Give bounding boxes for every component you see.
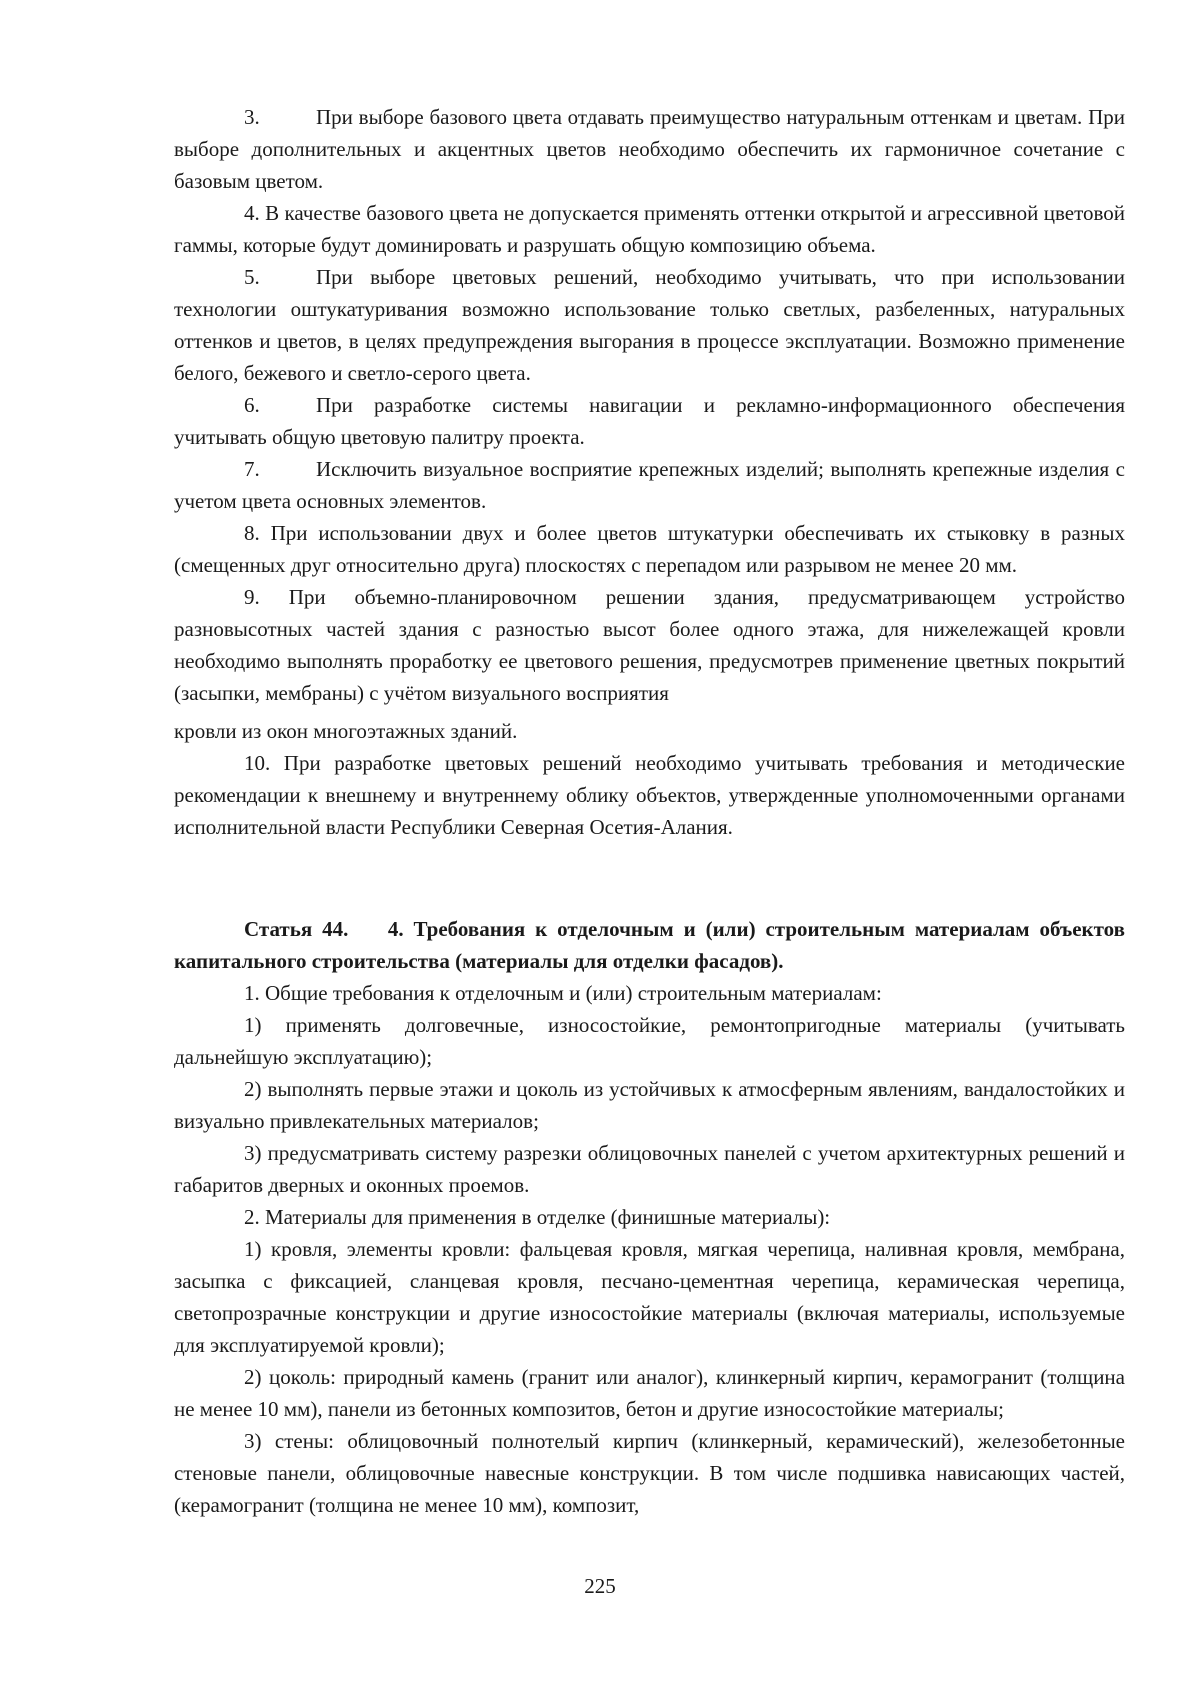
materials-general-item-2: 2) выполнять первые этажи и цоколь из устойчивых к атмосферным явлениям, вандалостойких и визуально привлекательных материалов; [174,1077,1125,1133]
document-page [174,101,1131,1521]
section-gap [174,843,1125,913]
materials-general-title: 1. Общие требования к отделочным и (или) строительным материалам: [244,981,882,1005]
paragraph-9 [174,581,1125,747]
paragraph-text: При выборе базового цвета отдавать преимущество натуральным оттенкам и цветам. При выборе дополнительных и акцентных цветов необходимо обеспечить их гармоничное сочетание с базовым цветом. [174,105,1125,193]
paragraph-3 [174,101,1125,197]
paragraph-text: 9. При объемно-планировочном решении здания, предусматривающем устройство разновысотных частей здания с разностью высот более одного этажа, для нижележащей кровли необходимо выполнять проработку ее цветового решения, предусмотрев применение цветных покрытий (засыпки, мембраны) с учётом визуального восприятия [174,585,1125,705]
materials-general-item-3: 3) предусматривать систему разрезки облицовочных панелей с учетом архитектурных решений и габаритов дверных и оконных проемов. [174,1141,1125,1197]
paragraph-5 [174,261,1125,389]
materials-finish-item-1: 1) кровля, элементы кровли: фальцевая кровля, мягкая черепица, наливная кровля, мембрана, засыпка с фиксацией, сланцевая кровля, песчано-цементная черепица, керамическая черепица, светопрозрачные конструкции и другие износостойкие материалы (включая материалы, используемые для эксплуатируемой кровли); [174,1237,1125,1357]
paragraph-4: 4. В качестве базового цвета не допускается применять оттенки открытой и агрессивной цветовой гаммы, которые будут доминировать и разрушать общую композицию объема. [174,201,1125,257]
paragraph-text: При разработке системы навигации и рекламно-информационного обеспечения учитывать общую цветовую палитру проекта. [174,393,1125,449]
materials-general-item-1: 1) применять долговечные, износостойкие, ремонтопригодные материалы (учитывать дальнейшую эксплуатацию); [174,1013,1125,1069]
paragraph-6 [174,389,1125,453]
materials-finish-item-2: 2) цоколь: природный камень (гранит или аналог), клинкерный кирпич, керамогранит (толщина не менее 10 мм), панели из бетонных композитов, бетон и другие износостойкие материалы; [174,1365,1125,1421]
article-heading: Статья 44. 4. Требования к отделочным и (или) строительным материалам объектов капитального строительства (материалы для отделки фасадов). [174,917,1131,973]
materials-finish-title: 2. Материалы для применения в отделке (финишные материалы): [244,1205,831,1229]
paragraph-number: 3. [244,105,260,129]
page-number: 225 [584,1574,616,1598]
paragraph-number: 6. [244,393,260,417]
paragraph-10: 10. При разработке цветовых решений необходимо учитывать требования и методические рекомендации к внешнему и внутреннему облику объектов, утвержденные уполномоченными органами исполнительной власти Республики Северная Осетия-Алания. [174,751,1125,839]
paragraph-8: 8. При использовании двух и более цветов штукатурки обеспечивать их стыковку в разных (смещенных друг относительно друга) плоскостях с перепадом или разрывом не менее 20 мм. [174,521,1125,577]
paragraph-7 [174,453,1125,517]
paragraph-text: Исключить визуальное восприятие крепежных изделий; выполнять крепежные изделия с учетом цвета основных элементов. [174,457,1125,513]
paragraph-number: 7. [244,457,260,481]
paragraph-number: 5. [244,265,260,289]
paragraph-tail: кровли из окон многоэтажных зданий. [174,719,518,743]
materials-finish-item-3: 3) стены: облицовочный полнотелый кирпич (клинкерный, керамический), железобетонные стеновые панели, облицовочные навесные конструкции. В том числе подшивка нависающих частей, (керамогранит (толщина не менее 10 мм), композит, [174,1429,1125,1517]
paragraph-text: При выборе цветовых решений, необходимо учитывать, что при использовании технологии оштукатуривания возможно использование только светлых, разбеленных, натуральных оттенков и цветов, в целях предупреждения выгорания в процессе эксплуатации. Возможно применение белого, бежевого и светло-серого цвета. [174,265,1125,385]
